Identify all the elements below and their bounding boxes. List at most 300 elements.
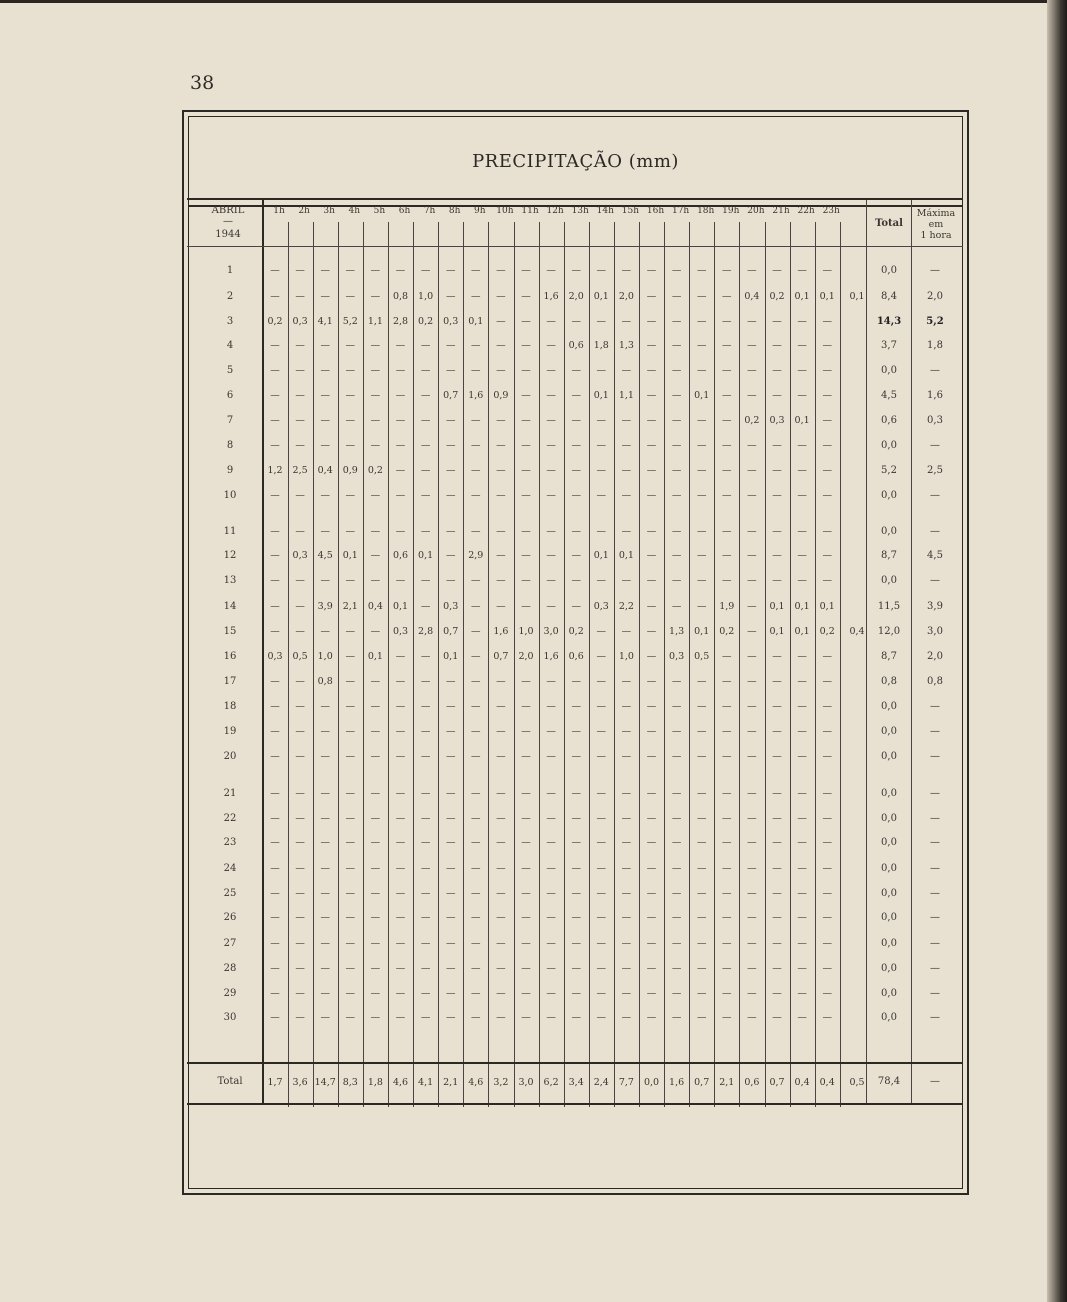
hour-value: —: [395, 938, 406, 949]
hour-value: —: [370, 701, 381, 712]
hour-value: —: [772, 390, 782, 401]
hour-value: —: [822, 788, 832, 799]
row-total: 0,0: [881, 788, 897, 799]
hour-value: 0,1: [593, 291, 609, 302]
hour-value: —: [621, 415, 632, 426]
hour-value: —: [370, 626, 381, 637]
hour-value: —: [797, 912, 807, 923]
hour-value: —: [471, 912, 481, 923]
hour-value: —: [646, 626, 657, 637]
hour-value: —: [772, 726, 782, 737]
hour-value: —: [295, 601, 305, 612]
hour-value: —: [822, 365, 832, 376]
hour-value: —: [696, 988, 707, 999]
hour-value: —: [696, 963, 707, 974]
hour-value: —: [571, 938, 581, 949]
total-rule-bottom: [187, 1103, 963, 1105]
hour-value: —: [521, 291, 531, 302]
hour-value: 0,1: [694, 626, 710, 637]
hour-value: —: [671, 316, 682, 327]
row-total: 8,4: [881, 291, 897, 302]
hour-value: —: [395, 912, 406, 923]
hour-value: —: [496, 788, 506, 799]
hour-value: —: [621, 365, 632, 376]
hour-value: —: [671, 415, 682, 426]
hour-value: —: [747, 963, 757, 974]
header-hour: 10h: [496, 206, 514, 216]
hour-value: 0,1: [694, 390, 710, 401]
hour-value: —: [546, 490, 556, 501]
row-day: 6: [226, 390, 234, 401]
hour-value: —: [747, 751, 757, 762]
hour-value: —: [546, 676, 556, 687]
hour-value: 0,8: [317, 676, 333, 687]
hour-value: 0,2: [367, 465, 383, 476]
hour-value: 0,1: [392, 601, 409, 612]
hour-value: 2,0: [568, 291, 584, 302]
totals-hour-value: 0,7: [694, 1077, 710, 1088]
hour-value: —: [320, 390, 330, 401]
row-total: 0,0: [881, 726, 897, 737]
row-day: 3: [226, 316, 234, 327]
hour-value: —: [546, 415, 556, 426]
hour-value: —: [722, 316, 732, 327]
hour-value: 1,0: [618, 651, 634, 662]
hour-value: 5,2: [342, 316, 358, 327]
hour-value: —: [797, 550, 807, 561]
hour-value: —: [797, 575, 807, 586]
hour-value: —: [822, 490, 832, 501]
hour-value: —: [345, 651, 356, 662]
hour-value: —: [345, 963, 356, 974]
hour-value: —: [420, 912, 431, 923]
hour-value: —: [521, 701, 531, 712]
row-day: 26: [223, 912, 237, 923]
hour-value: 0,3: [443, 316, 459, 327]
hour-value: —: [571, 465, 581, 476]
hour-value: —: [696, 316, 707, 327]
hour-value: —: [320, 938, 330, 949]
header-hour: 6h: [398, 206, 411, 216]
hour-value: —: [596, 465, 607, 476]
hour-value: —: [772, 316, 782, 327]
totals-hour-value: 0,4: [794, 1077, 810, 1088]
row-total: 0,0: [881, 912, 897, 923]
hour-value: —: [722, 988, 732, 999]
hour-value: —: [671, 390, 682, 401]
hour-value: —: [671, 365, 682, 376]
hour-value: —: [546, 701, 556, 712]
totals-hour-value: 1,8: [367, 1077, 383, 1088]
hour-value: —: [696, 751, 707, 762]
hour-value: —: [395, 340, 406, 351]
header-dash: —: [223, 216, 233, 227]
hour-value: —: [295, 813, 305, 824]
hour-value: —: [471, 340, 481, 351]
hour-value: —: [521, 390, 531, 401]
hour-value: —: [772, 1012, 782, 1023]
hour-value: —: [596, 490, 607, 501]
hour-value: —: [521, 676, 531, 687]
hour-value: —: [320, 788, 330, 799]
hour-value: —: [747, 701, 757, 712]
hour-value: 0,3: [292, 316, 308, 327]
hour-value: —: [797, 365, 807, 376]
hour-value: —: [370, 526, 381, 537]
hour-value: —: [395, 863, 406, 874]
hour-value: —: [496, 316, 506, 327]
hour-value: —: [320, 912, 330, 923]
totals-max: —: [930, 1076, 940, 1087]
hour-value: —: [722, 291, 732, 302]
hour-value: —: [445, 291, 456, 302]
hour-value: —: [445, 1012, 456, 1023]
hour-value: —: [270, 626, 280, 637]
hour-value: —: [471, 265, 481, 276]
hour-value: 1,0: [317, 651, 333, 662]
hour-value: —: [295, 365, 305, 376]
header-month: ABRIL: [211, 205, 245, 216]
hour-value: —: [722, 863, 732, 874]
hour-value: —: [671, 788, 682, 799]
hour-value: 0,1: [794, 626, 810, 637]
hour-value: 0,1: [618, 550, 634, 561]
hour-value: —: [722, 415, 732, 426]
hour-value: —: [797, 837, 807, 848]
hour-value: —: [797, 751, 807, 762]
book-gutter: [1047, 0, 1067, 1302]
row-max: 1,6: [927, 390, 943, 401]
row-max: —: [930, 265, 940, 276]
row-total: 0,0: [881, 938, 897, 949]
hour-value: —: [445, 788, 456, 799]
hour-value: —: [797, 265, 807, 276]
hour-value: —: [772, 813, 782, 824]
hour-value: —: [521, 365, 531, 376]
hour-value: —: [521, 938, 531, 949]
hour-value: —: [546, 575, 556, 586]
hour-value: —: [546, 465, 556, 476]
row-day: 22: [223, 813, 237, 824]
row-max: 1,8: [927, 340, 943, 351]
hour-value: 0,1: [367, 651, 383, 662]
hour-value: —: [646, 575, 657, 586]
hour-value: —: [722, 550, 732, 561]
hour-value: —: [621, 490, 632, 501]
hour-value: —: [596, 265, 607, 276]
hour-value: —: [772, 863, 782, 874]
header-hour: 23h: [822, 206, 840, 216]
hour-value: —: [420, 465, 431, 476]
hour-value: 1,6: [468, 390, 484, 401]
hour-value: —: [596, 726, 607, 737]
hour-value: —: [571, 601, 581, 612]
hour-value: —: [621, 788, 632, 799]
hour-value: —: [270, 265, 280, 276]
row-day: 19: [223, 726, 237, 737]
hour-value: —: [270, 526, 280, 537]
hour-value: —: [370, 1012, 381, 1023]
totals-extra-value: 0,5: [849, 1077, 865, 1088]
row-total: 4,5: [881, 390, 897, 401]
hour-value: —: [621, 813, 632, 824]
hour-value: —: [521, 526, 531, 537]
header-hour: 14h: [596, 206, 614, 216]
hour-value: —: [646, 701, 657, 712]
row-max: —: [930, 1012, 940, 1023]
hour-value: —: [747, 440, 757, 451]
hour-value: —: [521, 490, 531, 501]
hour-value: —: [646, 490, 657, 501]
hour-value: —: [546, 788, 556, 799]
hour-value: —: [596, 837, 607, 848]
hour-value: —: [370, 490, 381, 501]
hour-value: —: [445, 490, 456, 501]
hour-value: —: [696, 365, 707, 376]
hour-value: 0,1: [443, 651, 459, 662]
hour-value: —: [696, 440, 707, 451]
hour-value: —: [671, 526, 682, 537]
hour-value: —: [747, 888, 757, 899]
hour-value: —: [772, 988, 782, 999]
hour-value: —: [822, 938, 832, 949]
hour-value: —: [646, 440, 657, 451]
hour-value: —: [345, 938, 356, 949]
hour-value: —: [696, 415, 707, 426]
hour-value: —: [546, 888, 556, 899]
hour-value: —: [521, 988, 531, 999]
header-hour: 8h: [448, 206, 461, 216]
hour-value: —: [596, 316, 607, 327]
hour-value: —: [496, 265, 506, 276]
hour-value: —: [445, 526, 456, 537]
hour-value: —: [496, 415, 506, 426]
hour-value: 0,3: [392, 626, 409, 637]
hour-value: —: [646, 390, 657, 401]
hour-value: —: [596, 365, 607, 376]
row-day: 20: [223, 751, 237, 762]
row-total: 8,7: [881, 550, 897, 561]
hour-value: —: [521, 465, 531, 476]
hour-value: —: [270, 340, 280, 351]
hour-value: —: [320, 813, 330, 824]
hour-value: 2,8: [392, 316, 409, 327]
hour-value: —: [295, 988, 305, 999]
hour-value: —: [747, 912, 757, 923]
hour-value: —: [295, 526, 305, 537]
hour-value: —: [445, 938, 456, 949]
hour-value: —: [571, 1012, 581, 1023]
hour-value: —: [822, 863, 832, 874]
hour-value: —: [797, 490, 807, 501]
hour-value: —: [722, 788, 732, 799]
row-day: 21: [223, 788, 237, 799]
row-max: —: [930, 863, 940, 874]
hour-value: —: [521, 316, 531, 327]
hour-value: —: [270, 676, 280, 687]
hour-value: —: [747, 575, 757, 586]
hour-value: —: [747, 726, 757, 737]
hour-value: —: [722, 390, 732, 401]
hour-value: —: [621, 526, 632, 537]
hour-value: —: [345, 490, 356, 501]
hour-value: 0,4: [367, 601, 383, 612]
hour-value: —: [445, 340, 456, 351]
hour-value: —: [445, 912, 456, 923]
hour-value: —: [496, 601, 506, 612]
hour-value: —: [420, 651, 431, 662]
hour-value: —: [772, 490, 782, 501]
header-year: 1944: [215, 229, 241, 240]
hour-value: —: [747, 813, 757, 824]
hour-value: —: [521, 265, 531, 276]
top-edge: [0, 0, 1067, 3]
hour-value: —: [722, 365, 732, 376]
hour-value: 0,1: [794, 291, 810, 302]
row-day: 8: [226, 440, 234, 451]
row-max: —: [930, 526, 940, 537]
row-day: 12: [223, 550, 237, 561]
hour-value: —: [445, 988, 456, 999]
row-day: 15: [223, 626, 237, 637]
hour-value: —: [571, 888, 581, 899]
hour-value: —: [772, 938, 782, 949]
hour-value: —: [571, 863, 581, 874]
row-max: —: [930, 751, 940, 762]
header-hour: 5h: [373, 206, 386, 216]
hour-value: —: [671, 1012, 682, 1023]
hour-value: 0,1: [794, 601, 810, 612]
hour-value: —: [320, 701, 330, 712]
row-total: 0,0: [881, 751, 897, 762]
hour-value: —: [797, 465, 807, 476]
header-hour: 4h: [348, 206, 361, 216]
hour-value: —: [395, 701, 406, 712]
hour-value: —: [370, 912, 381, 923]
row-day: 10: [223, 490, 237, 501]
hour-value: —: [696, 726, 707, 737]
row-day: 7: [226, 415, 234, 426]
hour-value: —: [395, 726, 406, 737]
hour-value: —: [797, 863, 807, 874]
hour-value: —: [420, 526, 431, 537]
hour-value: —: [571, 788, 581, 799]
hour-value: —: [671, 726, 682, 737]
hour-value: —: [320, 837, 330, 848]
hour-value: —: [471, 888, 481, 899]
hour-value: 0,1: [794, 415, 810, 426]
hour-value: —: [696, 340, 707, 351]
hour-value: 0,9: [493, 390, 509, 401]
hour-value: —: [270, 440, 280, 451]
row-max: 5,2: [926, 316, 944, 327]
page-number: 38: [190, 72, 215, 94]
totals-hour-value: 1,7: [267, 1077, 283, 1088]
hour-value: —: [420, 863, 431, 874]
hour-value: —: [395, 526, 406, 537]
hour-value: —: [345, 701, 356, 712]
hour-value: 0,6: [568, 340, 584, 351]
hour-value: —: [772, 676, 782, 687]
hour-value: —: [445, 676, 456, 687]
row-max: —: [930, 912, 940, 923]
hour-value: 1,2: [267, 465, 283, 476]
row-total: 5,2: [881, 465, 897, 476]
hour-value: 0,2: [769, 291, 785, 302]
hour-value: —: [395, 490, 406, 501]
row-max: 3,0: [927, 626, 943, 637]
hour-value: —: [646, 365, 657, 376]
hour-value: —: [671, 837, 682, 848]
hour-value: —: [496, 465, 506, 476]
hour-value: —: [696, 575, 707, 586]
subheader-rule: [187, 246, 963, 247]
hour-value: —: [345, 526, 356, 537]
hour-value: —: [295, 340, 305, 351]
row-day: 30: [223, 1012, 237, 1023]
hour-value: —: [772, 837, 782, 848]
hour-value: —: [320, 440, 330, 451]
header-hour: 16h: [646, 206, 665, 216]
hour-value: —: [395, 265, 406, 276]
hour-value: —: [295, 726, 305, 737]
hour-value: —: [797, 813, 807, 824]
hour-value: —: [822, 701, 832, 712]
hour-value: —: [471, 701, 481, 712]
hour-value: —: [571, 415, 581, 426]
hour-value: —: [320, 988, 330, 999]
hour-value: —: [521, 726, 531, 737]
hour-value: —: [420, 1012, 431, 1023]
hour-value: —: [671, 465, 682, 476]
hour-value: —: [521, 601, 531, 612]
hour-value: —: [797, 788, 807, 799]
hour-value: —: [671, 863, 682, 874]
hour-value: —: [471, 575, 481, 586]
hour-value: —: [671, 963, 682, 974]
hour-value: —: [822, 651, 832, 662]
hour-value: —: [295, 490, 305, 501]
header-hour: 3h: [323, 206, 335, 216]
hour-value: —: [320, 626, 330, 637]
hour-value: —: [471, 526, 481, 537]
row-max: —: [930, 575, 940, 586]
hour-value: —: [370, 988, 381, 999]
hour-value: —: [621, 701, 632, 712]
hour-value: —: [320, 888, 330, 899]
hour-value: —: [596, 626, 607, 637]
hour-value: —: [621, 316, 632, 327]
hour-value: —: [320, 963, 330, 974]
hour-value: —: [621, 963, 632, 974]
hour-value: —: [445, 888, 456, 899]
hour-value: —: [521, 575, 531, 586]
hour-value: —: [345, 912, 356, 923]
hour-value: —: [546, 912, 556, 923]
hour-value: —: [445, 415, 456, 426]
hour-value: —: [546, 365, 556, 376]
hour-value: —: [596, 788, 607, 799]
hour-value: —: [496, 726, 506, 737]
header-max-1: Máxima: [916, 208, 956, 219]
hour-value: 1,6: [543, 651, 559, 662]
hour-value: —: [295, 701, 305, 712]
hour-value: —: [370, 837, 381, 848]
hour-value: —: [345, 265, 356, 276]
hour-value: —: [822, 1012, 832, 1023]
hour-value: —: [420, 265, 431, 276]
header-hour: 9h: [474, 206, 486, 216]
